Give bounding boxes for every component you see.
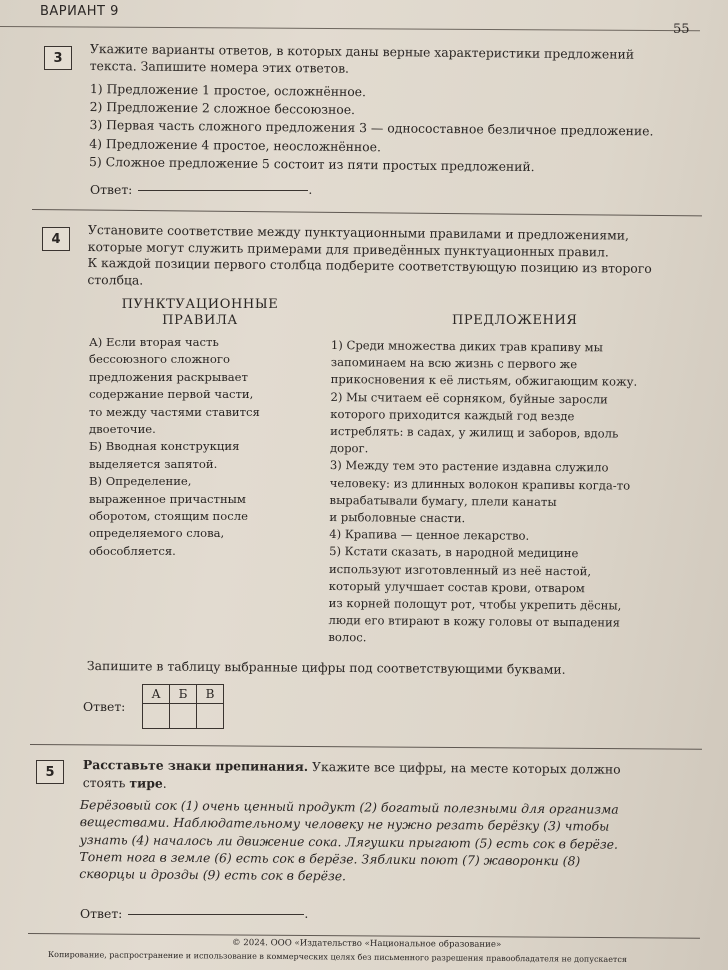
task-3-question-line: текста. Запишите номера этих ответов. xyxy=(89,57,350,76)
rule-line: определяемого слова, xyxy=(89,526,225,541)
sentence-line: люди его втирают в кожу головы от выпадения xyxy=(328,613,621,630)
task-3-option: 1) Предложение 1 простое, осложнённое. xyxy=(89,80,367,100)
task-4-answer-table xyxy=(142,684,224,729)
sentence-line: 3) Между тем это растение издавна служило xyxy=(329,458,609,475)
rule-line: А) Если вторая часть xyxy=(89,335,219,349)
task-5-text-line: скворцы и дрозды (9) есть сок в берёзе. xyxy=(79,866,347,884)
rule-line: выраженное причастным xyxy=(89,491,246,506)
task-5-question-rest: Укажите все цифры, на месте которых должно xyxy=(308,758,621,777)
sentence-line: 5) Кстати сказать, в народной медицине xyxy=(329,544,579,561)
sentence-line: дорог. xyxy=(329,441,369,456)
rules-heading-line: ПРАВИЛА xyxy=(162,313,238,328)
task-5-question-plain: стоять xyxy=(82,774,130,791)
sentence-line: вырабатывали бумагу, плели канаты xyxy=(329,492,557,509)
task-4-answer-label: Ответ: xyxy=(83,699,126,714)
task-3-divider xyxy=(32,209,702,216)
sentence-line: 2) Мы считаем её сорняком, буйные заросли xyxy=(330,389,608,407)
task-5-number: 5 xyxy=(36,760,64,784)
task-3-answer-field[interactable] xyxy=(138,190,308,191)
answer-table-header: В xyxy=(197,685,224,704)
answer-table-cell[interactable] xyxy=(143,704,170,729)
task-4-divider xyxy=(30,744,702,750)
task-5-question-bold: Расставьте знаки препинания. xyxy=(82,756,309,774)
task-4-question-line: К каждой позиции первого столбца подберите соответствующую позицию из второго xyxy=(87,255,652,277)
answer-table-cell[interactable] xyxy=(197,704,224,729)
sentence-line: и рыболовные снасти. xyxy=(329,510,466,526)
rule-line: оборотом, стоящим после xyxy=(89,509,248,524)
footer-divider xyxy=(28,933,700,939)
task-5-text xyxy=(79,796,619,887)
task-3-option: 2) Предложение 2 сложное бессоюзное. xyxy=(89,99,356,118)
task-3-answer-label: Ответ: xyxy=(90,182,133,197)
rule-line: обособляется. xyxy=(89,543,176,558)
task-4-number: 4 xyxy=(42,227,70,251)
sentences-column-heading: ПРЕДЛОЖЕНИЯ xyxy=(452,313,578,328)
task-5-text-line: Берёзовый сок (1) очень ценный продукт (2) богатый полезными для организма xyxy=(79,796,619,817)
task-4-instruction: Запишите в таблицу выбранные цифры под соответствующими буквами. xyxy=(86,658,566,677)
task-3-option: 5) Сложное предложение 5 состоит из пяти простых предложений. xyxy=(88,153,535,174)
rule-line: предложения раскрывает xyxy=(89,369,248,384)
sentence-line: из корней полощут рот, чтобы укрепить дёсны, xyxy=(328,596,622,613)
task-5-answer: Ответ: . xyxy=(80,906,309,921)
task-5-question xyxy=(83,756,621,797)
rules-column-heading xyxy=(110,297,290,329)
task-3-option: 3) Первая часть сложного предложения 3 — односоставное безличное предложение. xyxy=(89,117,654,139)
sentence-line: запоминаем на всю жизнь с первого же xyxy=(330,355,578,372)
task-5-answer-field[interactable] xyxy=(128,914,304,915)
sentence-line: который улучшает состав крови, отваром xyxy=(328,578,585,596)
task-5-question-dash-word: тире xyxy=(129,775,163,791)
answer-table-cell[interactable] xyxy=(170,704,197,729)
task-3-option: 4) Предложение 4 простое, неосложнённое. xyxy=(89,135,382,154)
page-number: 55 xyxy=(673,22,690,37)
task-3-question-line: Укажите варианты ответов, в которых даны верные характеристики предложений xyxy=(89,41,635,62)
task-4-question-line: столбца. xyxy=(87,271,144,288)
sentence-line: истреблять: в садах, у жилищ и заборов, вдоль xyxy=(330,424,619,441)
rule-line: Б) Вводная конструкция xyxy=(89,439,240,454)
task-4-question-line: которые могут служить примерами для приведённых пунктуационных правил. xyxy=(87,238,609,260)
rule-line: содержание первой части, xyxy=(89,387,254,402)
task-4-question xyxy=(87,222,652,294)
answer-table-header: А xyxy=(143,685,170,704)
rule-line: выделяется запятой. xyxy=(89,456,218,471)
sentence-line: волос. xyxy=(328,630,367,645)
rule-line: В) Определение, xyxy=(89,474,192,489)
task-5-text-line: веществами. Наблюдательному человеку не нужно резать берёзку (3) чтобы xyxy=(79,814,610,834)
sentence-line: 1) Среди множества диких трав крапиву мы xyxy=(330,337,603,355)
task-5-text-line: Тонет нога в земле (6) есть сок в берёзе. Зяблики поют (7) жаворонки (8) xyxy=(79,848,581,869)
sentence-line: которого приходится каждый год везде xyxy=(330,406,575,423)
footer-notice: Копирование, распространение и использование в коммерческих целях без письменного разрешения правообладателя не допускается xyxy=(47,950,627,965)
sentences-list xyxy=(328,337,637,649)
task-5-question-end: . xyxy=(162,775,167,791)
header-rule xyxy=(0,26,700,31)
rules-heading-line: ПУНКТУАЦИОННЫЕ xyxy=(121,297,279,312)
sentence-line: 4) Крапива — ценное лекарство. xyxy=(329,527,530,543)
task-3-number: 3 xyxy=(44,46,72,70)
answer-table-header: Б xyxy=(170,685,197,704)
sentence-line: прикосновения к её листьям, обжигающим кожу. xyxy=(330,372,638,390)
task-5-text-line: узнать (4) началось ли движение сока. Лягушки прыгают (5) есть сок в берёзе. xyxy=(79,831,619,852)
sentence-line: человеку: из длинных волокон крапивы когда-то xyxy=(329,475,631,493)
task-3-question xyxy=(90,41,634,80)
sentence-line: используют изготовленный из неё настой, xyxy=(328,561,592,578)
rule-line: бессоюзного сложного xyxy=(89,352,230,367)
task-5-answer-label: Ответ: xyxy=(80,906,123,921)
rule-line: то между частями ставится xyxy=(89,404,260,419)
rules-list xyxy=(89,334,260,560)
footer-copyright: © 2024. ООО «Издательство «Национальное образование» xyxy=(231,938,502,950)
variant-label: ВАРИАНТ 9 xyxy=(40,4,119,19)
task-3-answer: Ответ: . xyxy=(90,182,313,197)
task-3-options xyxy=(89,80,654,177)
rule-line: двоеточие. xyxy=(89,422,156,437)
task-4-question-line: Установите соответствие между пунктуационными правилами и предложениями, xyxy=(87,222,630,243)
